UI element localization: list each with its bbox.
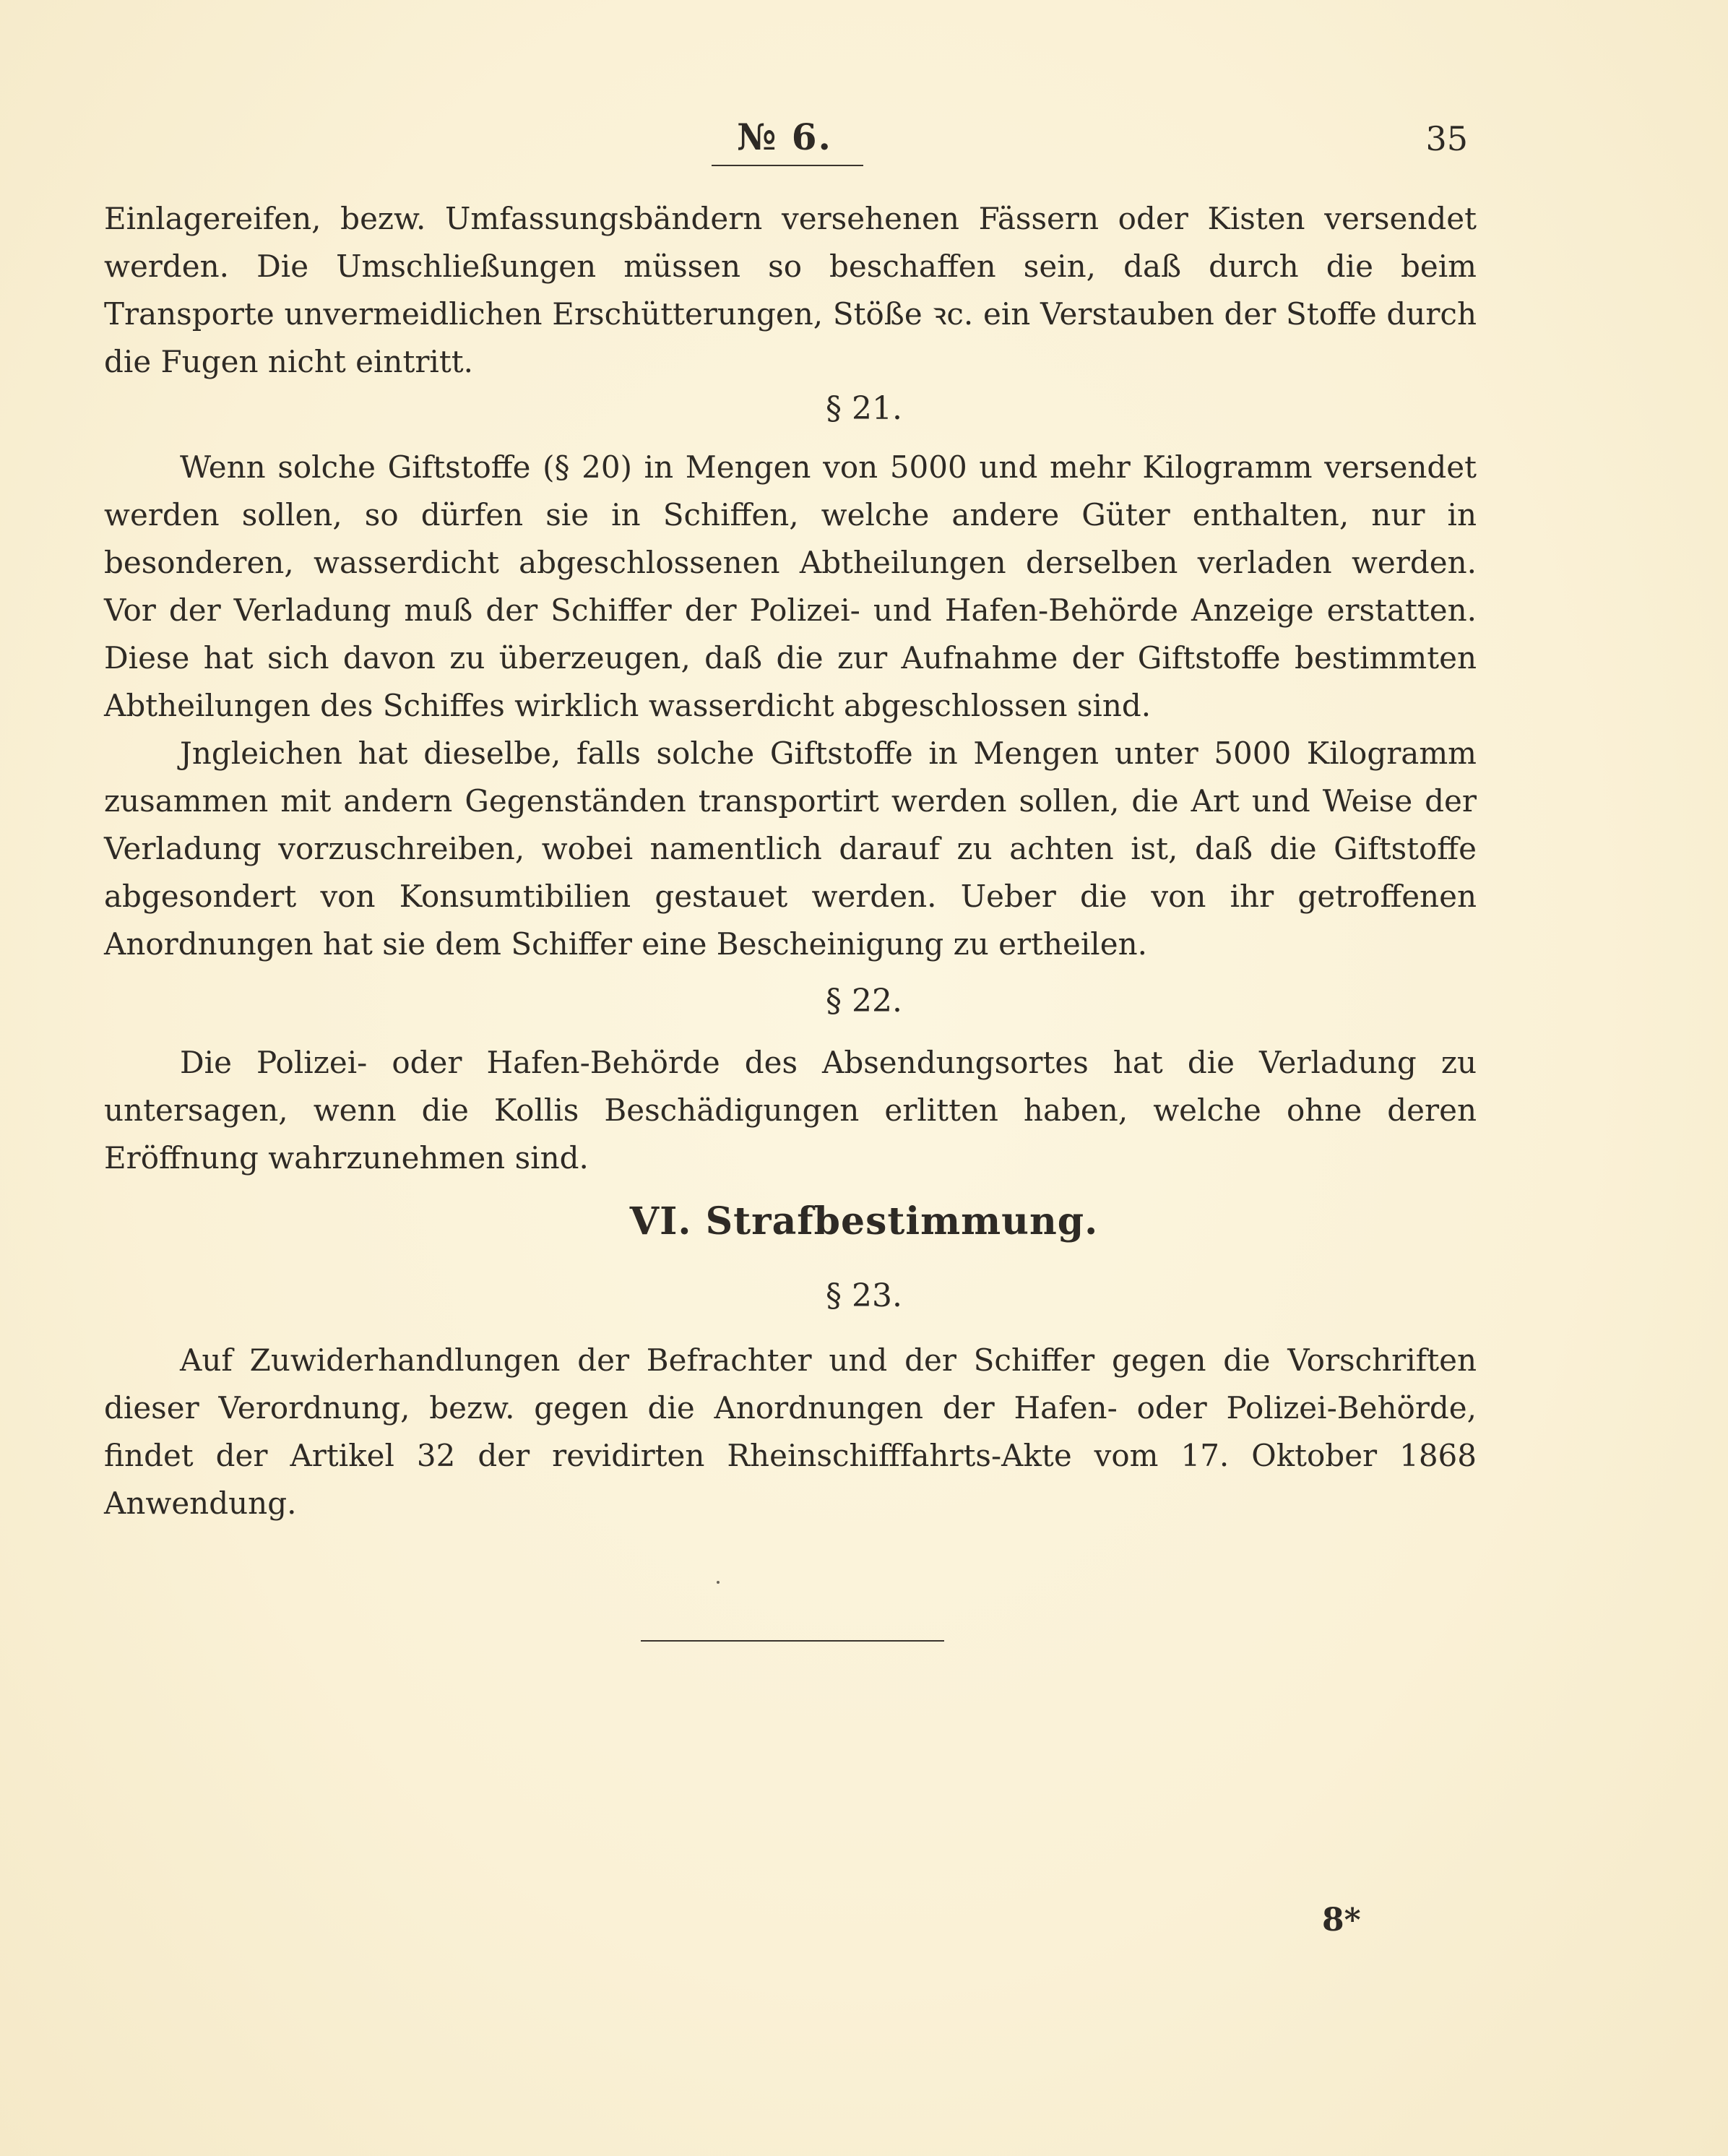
continuation-text: Einlagereifen, bezw. Umfassungsbändern versehenen Fässern oder Kisten versendet werden. Die Umschließungen müssen so beschaffen sein, daß durch die beim Transporte unvermeidlichen Erschütterungen, Stöße ꝛc. ein Verstauben der Stoffe durch die Fugen nicht eintritt.: [104, 201, 1477, 379]
section-21-text-2: Jngleichen hat dieselbe, falls solche Giftstoffe in Mengen unter 5000 Kilogramm zusammen mit andern Gegenständen transportirt werden sollen, die Art und Weise der Verladung vorzuschreiben, wobei namentlich darauf zu achten ist, daß die Giftstoffe abgesondert von Konsumtibilien gestauet werden. Ueber die von ihr getroffenen Anordnungen hat sie dem Schiffer eine Bescheinigung zu ertheilen.: [104, 736, 1477, 962]
section-21-paragraph-1: [104, 444, 1477, 730]
section-22-paragraph: [104, 1039, 1477, 1182]
section-23-mark: § 23.: [826, 1277, 902, 1314]
section-23-paragraph: [104, 1337, 1477, 1527]
stray-dot: [717, 1581, 720, 1584]
continuation-paragraph: [104, 195, 1477, 386]
section-22-text: Die Polizei- oder Hafen-Behörde des Absendungsortes hat die Verladung zu untersagen, wenn die Kollis Beschädigungen erlitten haben, welche ohne deren Eröffnung wahrzunehmen sind.: [104, 1045, 1477, 1176]
section-23-text: Auf Zuwiderhandlungen der Befrachter und der Schiffer gegen die Vorschriften dieser Verordnung, bezw. gegen die Anordnungen der Hafen- oder Polizei-Behörde, findet der Artikel 32 der revidirten Rheinschifffahrts-Akte vom 17. Oktober 1868 Anwendung.: [104, 1342, 1477, 1521]
section-21-mark: § 21.: [826, 390, 902, 427]
header-underline: [712, 165, 863, 166]
closing-rule: [641, 1640, 944, 1642]
section-22-mark: § 22.: [826, 983, 902, 1019]
issue-number: № 6.: [737, 116, 832, 158]
page-number: 35: [1425, 119, 1468, 158]
chapter-heading: VI. Strafbestimmung.: [629, 1199, 1099, 1243]
section-21-text-1: Wenn solche Giftstoffe (§ 20) in Mengen von 5000 und mehr Kilogramm versendet werden sollen, so dürfen sie in Schiffen, welche andere Güter enthalten, nur in besonderen, wasserdicht abgeschlossenen Abtheilungen derselben verladen werden. Vor der Verladung muß der Schiffer der Polizei- und Hafen-Behörde Anzeige erstatten. Diese hat sich davon zu überzeugen, daß die zur Aufnahme der Giftstoffe bestimmten Abtheilungen des Schiffes wirklich wasserdicht abgeschlossen sind.: [104, 449, 1477, 723]
signature-mark: 8*: [1322, 1902, 1361, 1939]
section-21-paragraph-2: [104, 730, 1477, 968]
